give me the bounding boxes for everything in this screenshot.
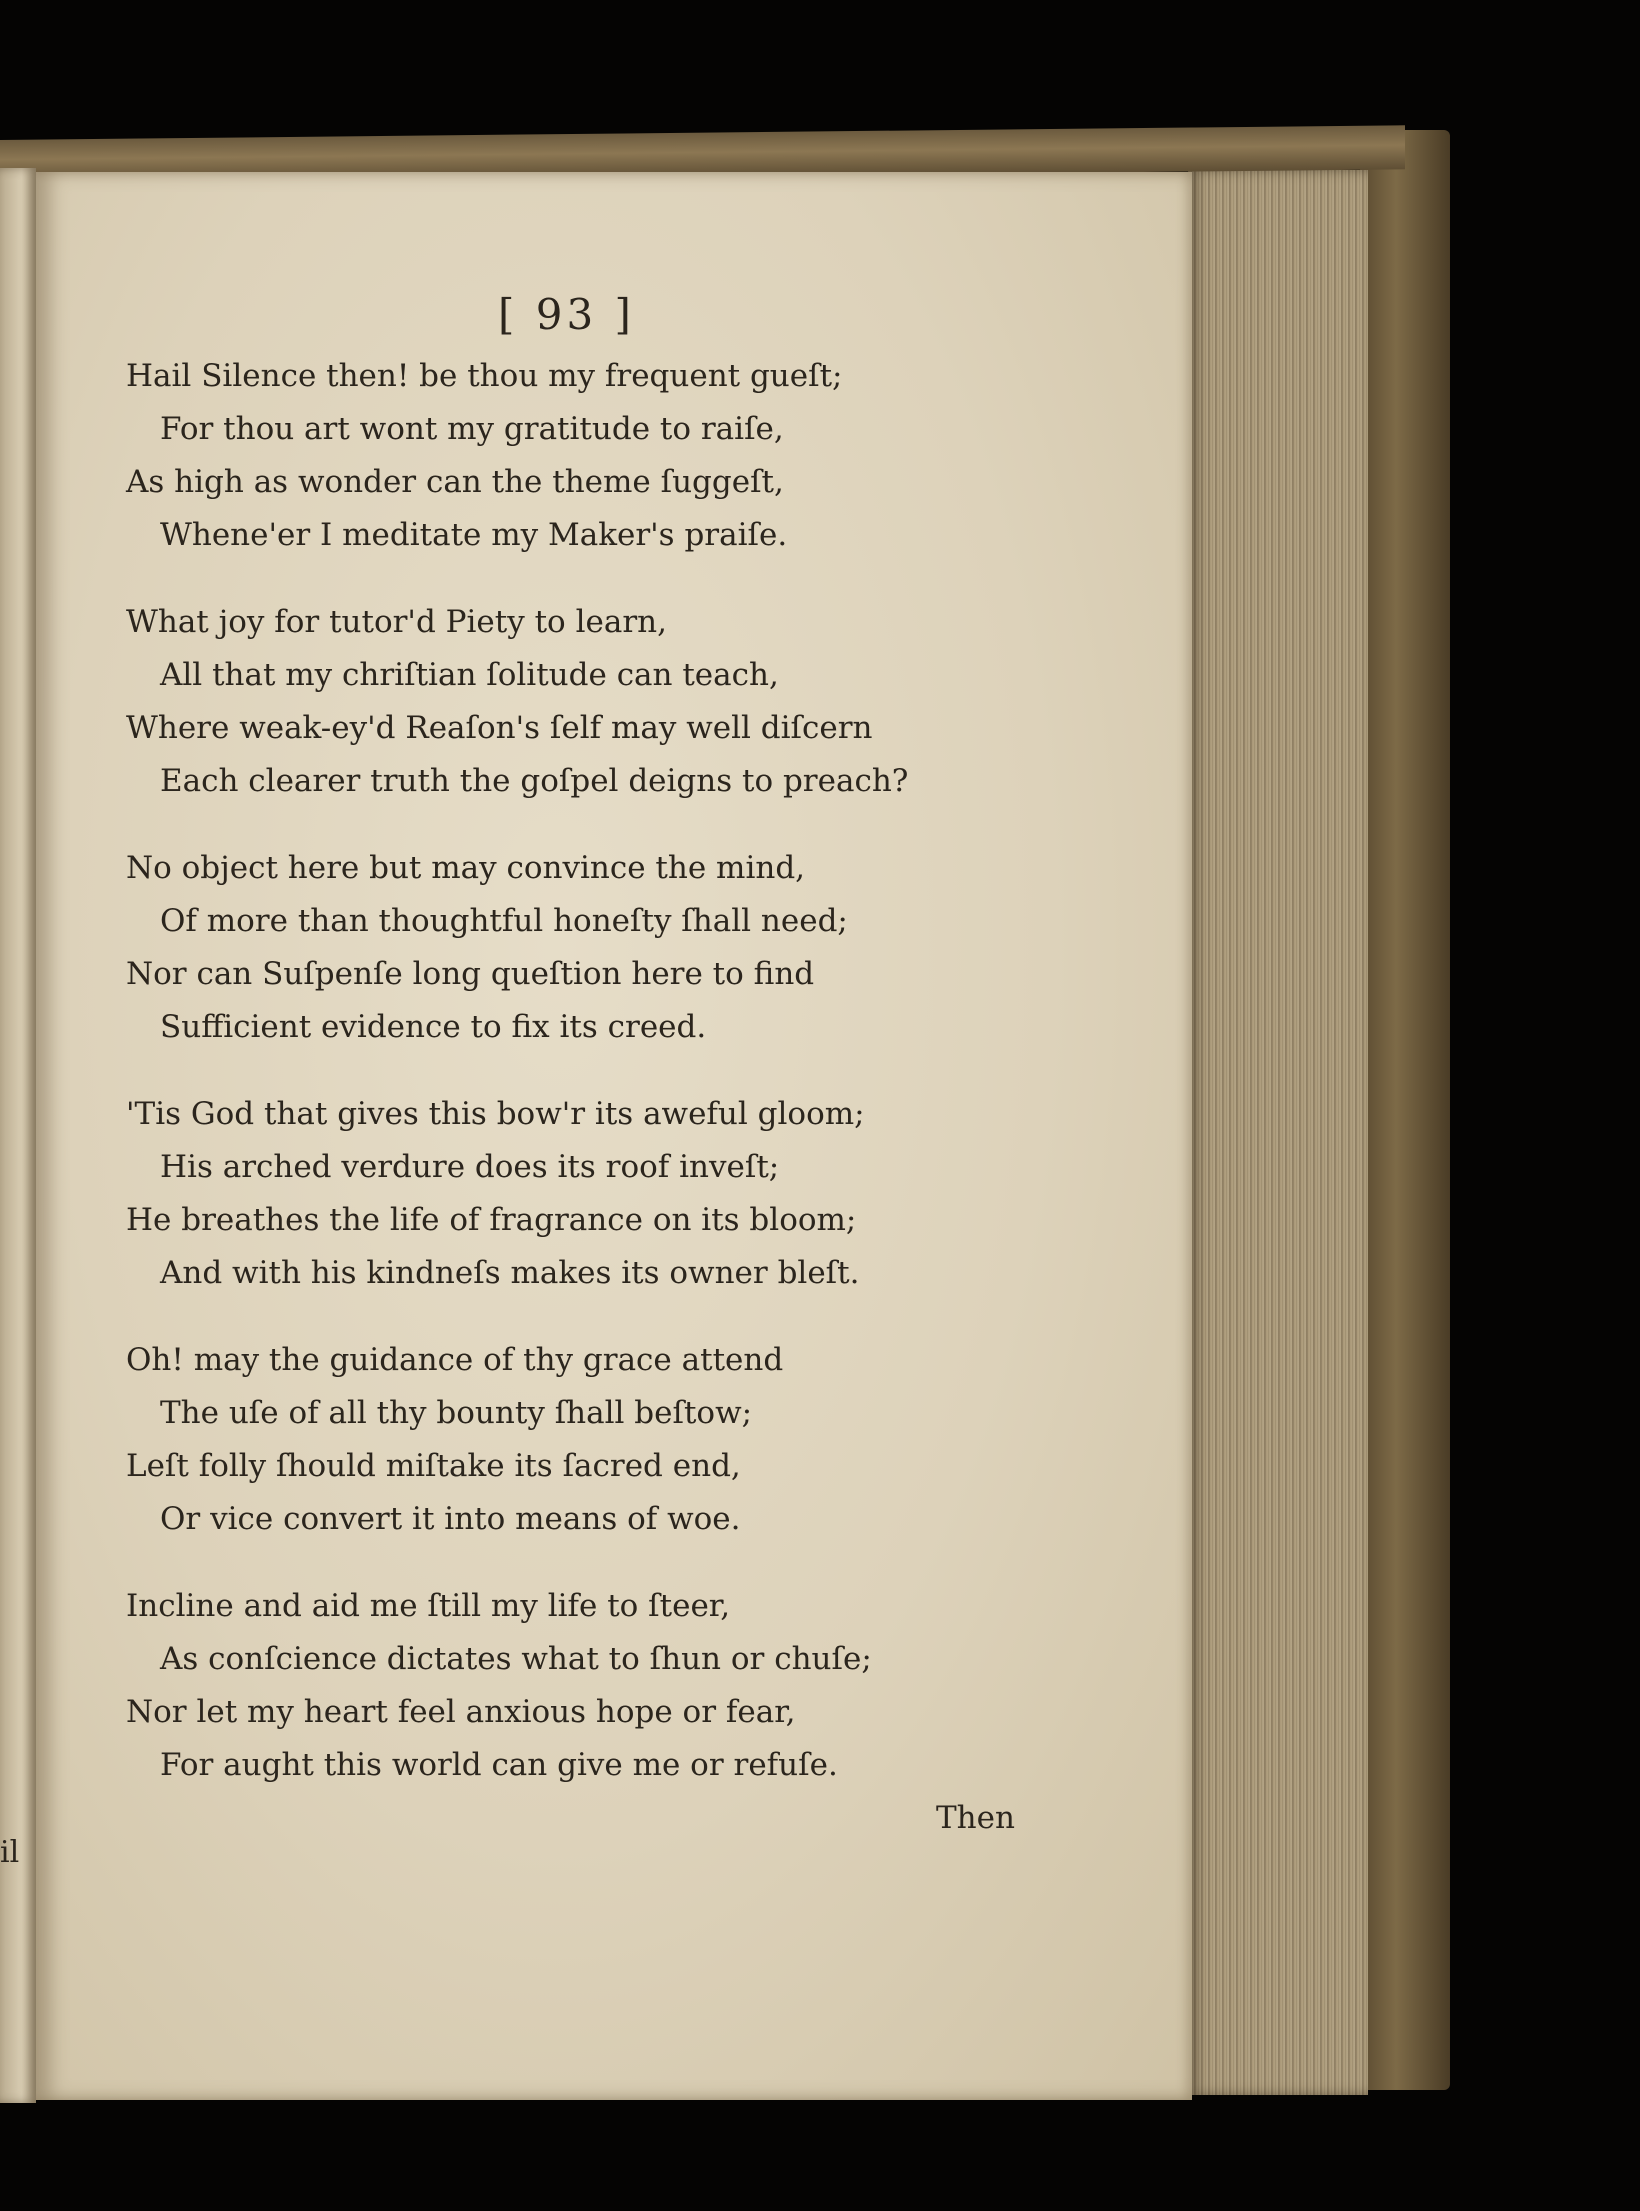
previous-page-sliver: [0, 168, 36, 2103]
stanza: [126, 1580, 1126, 1792]
poem-line: What joy for tutor'd Piety to learn,: [126, 604, 667, 640]
poem-line: Or vice convert it into means of woe.: [160, 1501, 741, 1537]
book-cover-edge: [1360, 130, 1450, 2090]
stanza: [126, 842, 1126, 1054]
stanza: [126, 1088, 1126, 1300]
poem-line: The uſe of all thy bounty ſhall beſtow;: [160, 1395, 753, 1431]
poem-line: All that my chriſtian ſolitude can teach,: [160, 657, 779, 693]
poem-line: Leſt folly ſhould miſtake its ſacred end,: [126, 1448, 741, 1484]
poem-line: As high as wonder can the theme ſuggeſt,: [126, 464, 784, 500]
poem-line: For thou art wont my gratitude to raiſe,: [160, 411, 784, 447]
poem-line: Whene'er I meditate my Maker's praiſe.: [160, 517, 788, 553]
poem-body: [126, 350, 1126, 1826]
book-page: [36, 172, 1192, 2100]
catchword: Then: [936, 1800, 1015, 1836]
poem-line: Hail Silence then! be thou my frequent gueſt;: [126, 358, 843, 394]
poem-line: No object here but may convince the mind,: [126, 850, 806, 886]
poem-line: For aught this world can give me or refuſe.: [160, 1747, 838, 1783]
poem-line: He breathes the life of fragrance on its bloom;: [126, 1202, 857, 1238]
poem-line: Nor can Suſpenſe long queſtion here to find: [126, 956, 815, 992]
page-number: [ 93 ]: [498, 290, 635, 339]
poem-line: Of more than thoughtful honeſty ſhall need;: [160, 903, 848, 939]
poem-line: Where weak-ey'd Reaſon's ſelf may well diſcern: [126, 710, 873, 746]
poem-line: His arched verdure does its roof inveſt;: [160, 1149, 780, 1185]
stanza: [126, 350, 1126, 562]
poem-line: Each clearer truth the goſpel deigns to preach?: [160, 763, 909, 799]
poem-line: And with his kindneſs makes its owner bleſt.: [160, 1255, 860, 1291]
poem-line: Oh! may the guidance of thy grace attend: [126, 1342, 784, 1378]
stanza: [126, 596, 1126, 808]
page-block-edge: [1188, 170, 1368, 2095]
poem-line: Sufficient evidence to fix its creed.: [160, 1009, 707, 1045]
previous-page-fragment: il: [0, 1835, 20, 1870]
poem-line: Incline and aid me ſtill my life to ſteer,: [126, 1588, 731, 1624]
poem-line: Nor let my heart feel anxious hope or fear,: [126, 1694, 796, 1730]
poem-line: 'Tis God that gives this bow'r its aweful gloom;: [126, 1096, 865, 1132]
stanza: [126, 1334, 1126, 1546]
poem-line: As conſcience dictates what to ſhun or chuſe;: [160, 1641, 872, 1677]
